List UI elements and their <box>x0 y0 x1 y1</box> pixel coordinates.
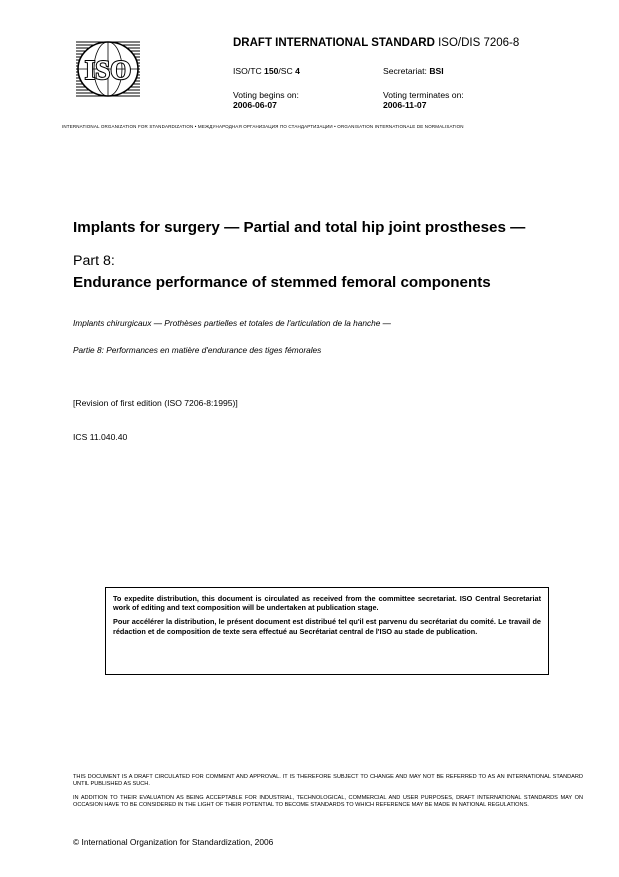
voting-begins-label: Voting begins on: <box>233 90 299 100</box>
organization-line: INTERNATIONAL ORGANIZATION FOR STANDARDIZATION • МЕЖДУНАРОДНАЯ ОРГАНИЗАЦИЯ ПО СТАНДАРТИЗАЦИИ • ORGANISATION INTERNATIONALE DE NORMALISATION <box>62 124 464 129</box>
revision-note: [Revision of first edition (ISO 7206-8:1995)] <box>73 398 238 408</box>
notice-french: Pour accélérer la distribution, le présent document est distribué tel qu'il est parvenu du secrétariat du comité. Le travail de rédaction et de composition de texte sera effectué au Secrétariat central de l'ISO au stade de publication. <box>113 617 541 636</box>
committee-tc: 150 <box>264 66 279 76</box>
distribution-notice-box <box>105 587 549 675</box>
copyright: © International Organization for Standardization, 2006 <box>73 837 274 847</box>
disclaimer-paragraph-2: IN ADDITION TO THEIR EVALUATION AS BEING ACCEPTABLE FOR INDUSTRIAL, TECHNOLOGICAL, COMMERCIAL AND USER PURPOSES, DRAFT INTERNATIONAL STANDARDS MAY ON OCCASION HAVE TO BE CONSIDERED IN THE LIGHT OF THEIR POTENTIAL TO BECOME STANDARDS TO WHICH REFERENCE MAY BE MADE IN NATIONAL REGULATIONS. <box>73 795 583 808</box>
french-part-title: Partie 8: Performances en matière d'endurance des tiges fémorales <box>73 345 322 355</box>
iso-logo <box>76 40 140 98</box>
secretariat-value: BSI <box>429 66 444 76</box>
voting-begins-date: 2006-06-07 <box>233 100 277 110</box>
part-title: Endurance performance of stemmed femoral components <box>73 274 491 291</box>
committee-prefix: ISO/TC <box>233 66 265 76</box>
document-header-title <box>233 37 519 49</box>
ics-code: ICS 11.040.40 <box>73 432 128 442</box>
notice-english: To expedite distribution, this document is circulated as received from the committee secretariat. ISO Central Secretariat work of editing and text composition will be undertaken at publication stage. <box>113 594 541 613</box>
committee-mid: /SC <box>278 66 296 76</box>
voting-ends-date: 2006-11-07 <box>383 100 427 110</box>
french-main-title: Implants chirurgicaux — Prothèses partielles et totales de l'articulation de la hanche — <box>73 318 391 328</box>
committee-sc: 4 <box>295 66 300 76</box>
disclaimer-paragraph-1: THIS DOCUMENT IS A DRAFT CIRCULATED FOR COMMENT AND APPROVAL. IT IS THEREFORE SUBJECT TO CHANGE AND MAY NOT BE REFERRED TO AS AN INTERNATIONAL STANDARD UNTIL PUBLISHED AS SUCH. <box>73 774 583 787</box>
committee <box>233 66 300 76</box>
document-number: ISO/DIS 7206-8 <box>438 37 520 49</box>
secretariat <box>383 66 444 76</box>
main-title: Implants for surgery — Partial and total hip joint prostheses — <box>73 219 526 236</box>
secretariat-label: Secretariat: <box>383 66 430 76</box>
voting-ends-label: Voting terminates on: <box>383 90 464 100</box>
logo-text: ISO <box>84 55 132 85</box>
document-type: DRAFT INTERNATIONAL STANDARD <box>233 37 435 49</box>
part-label: Part 8: <box>73 253 115 269</box>
